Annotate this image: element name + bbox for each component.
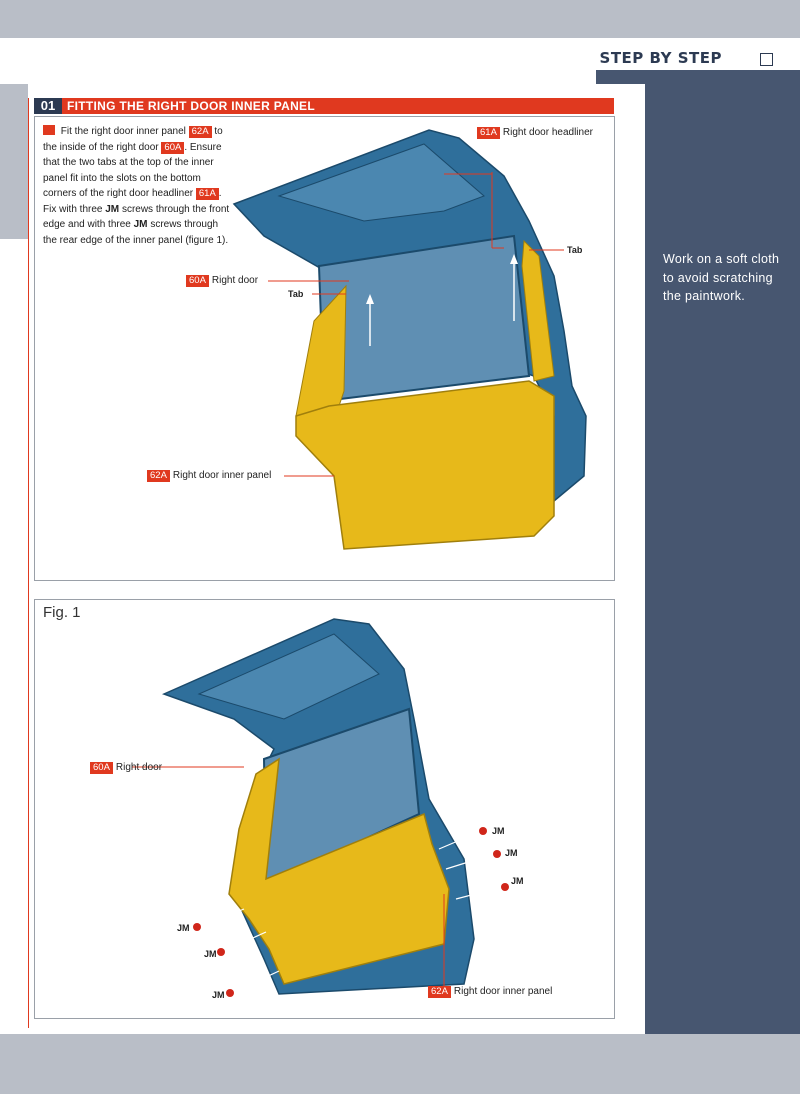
label-inner-panel xyxy=(147,470,271,482)
part-code: 62A xyxy=(189,126,212,138)
part-code: 62A xyxy=(147,470,170,482)
screw-label: JM xyxy=(212,990,225,1000)
screw-label: JM xyxy=(511,876,524,886)
instr-text-5: screws through the front edge and with three xyxy=(43,203,230,230)
sidebar-note: Work on a soft cloth to avoid scratching the paintwork. xyxy=(663,252,780,303)
part-code: 61A xyxy=(477,127,500,139)
sidebar xyxy=(645,84,800,1034)
part-code: 60A xyxy=(90,762,113,774)
step-number: 01 xyxy=(34,98,62,114)
screw-code: JM xyxy=(105,203,120,215)
figure-label: Fig. 1 xyxy=(43,604,81,621)
instr-text-3: . Ensure that the two tabs at the top of the inner panel fit into the slots on the bottom corners of the right door headliner xyxy=(43,141,222,199)
page-header-title: STEP BY STEP xyxy=(599,49,722,67)
label-text: Right door xyxy=(211,275,259,286)
header-rule xyxy=(596,70,800,84)
part-code: 61A xyxy=(196,188,219,200)
door-illustration-figure1 xyxy=(34,599,613,1017)
part-code: 62A xyxy=(428,986,451,998)
label-text: Right door inner panel xyxy=(172,470,272,481)
top-band xyxy=(0,0,800,38)
screw-label: JM xyxy=(204,949,217,959)
instr-text-1: Fit the right door inner panel xyxy=(60,126,186,137)
margin-line xyxy=(28,98,29,1028)
label-headliner xyxy=(477,127,593,139)
label-text: Right door xyxy=(115,762,163,773)
door-illustration-main xyxy=(34,116,613,579)
label-tab-front: Tab xyxy=(288,289,304,299)
instr-text-4: . Fix with three xyxy=(43,188,222,215)
part-code: 60A xyxy=(186,275,209,287)
instr-text-2: to the inside of the right door xyxy=(43,126,223,153)
part-code: 60A xyxy=(161,142,184,154)
screw-label: JM xyxy=(177,923,190,933)
screw-label: JM xyxy=(505,848,518,858)
fig-label-right-door xyxy=(90,762,162,774)
label-text: Right door headliner xyxy=(502,127,593,138)
fig-label-inner-panel xyxy=(428,986,552,998)
screw-label: JM xyxy=(492,826,505,836)
header-square-icon xyxy=(760,53,773,66)
screw-code: JM xyxy=(133,219,148,230)
bottom-band xyxy=(0,1034,800,1094)
label-tab-rear: Tab xyxy=(567,245,583,255)
instr-text-6: screws through the rear edge of the inner panel (figure 1). xyxy=(43,219,229,246)
label-text: Right door inner panel xyxy=(453,986,553,997)
label-right-door xyxy=(186,275,258,287)
step-title: FITTING THE RIGHT DOOR INNER PANEL xyxy=(67,99,315,113)
